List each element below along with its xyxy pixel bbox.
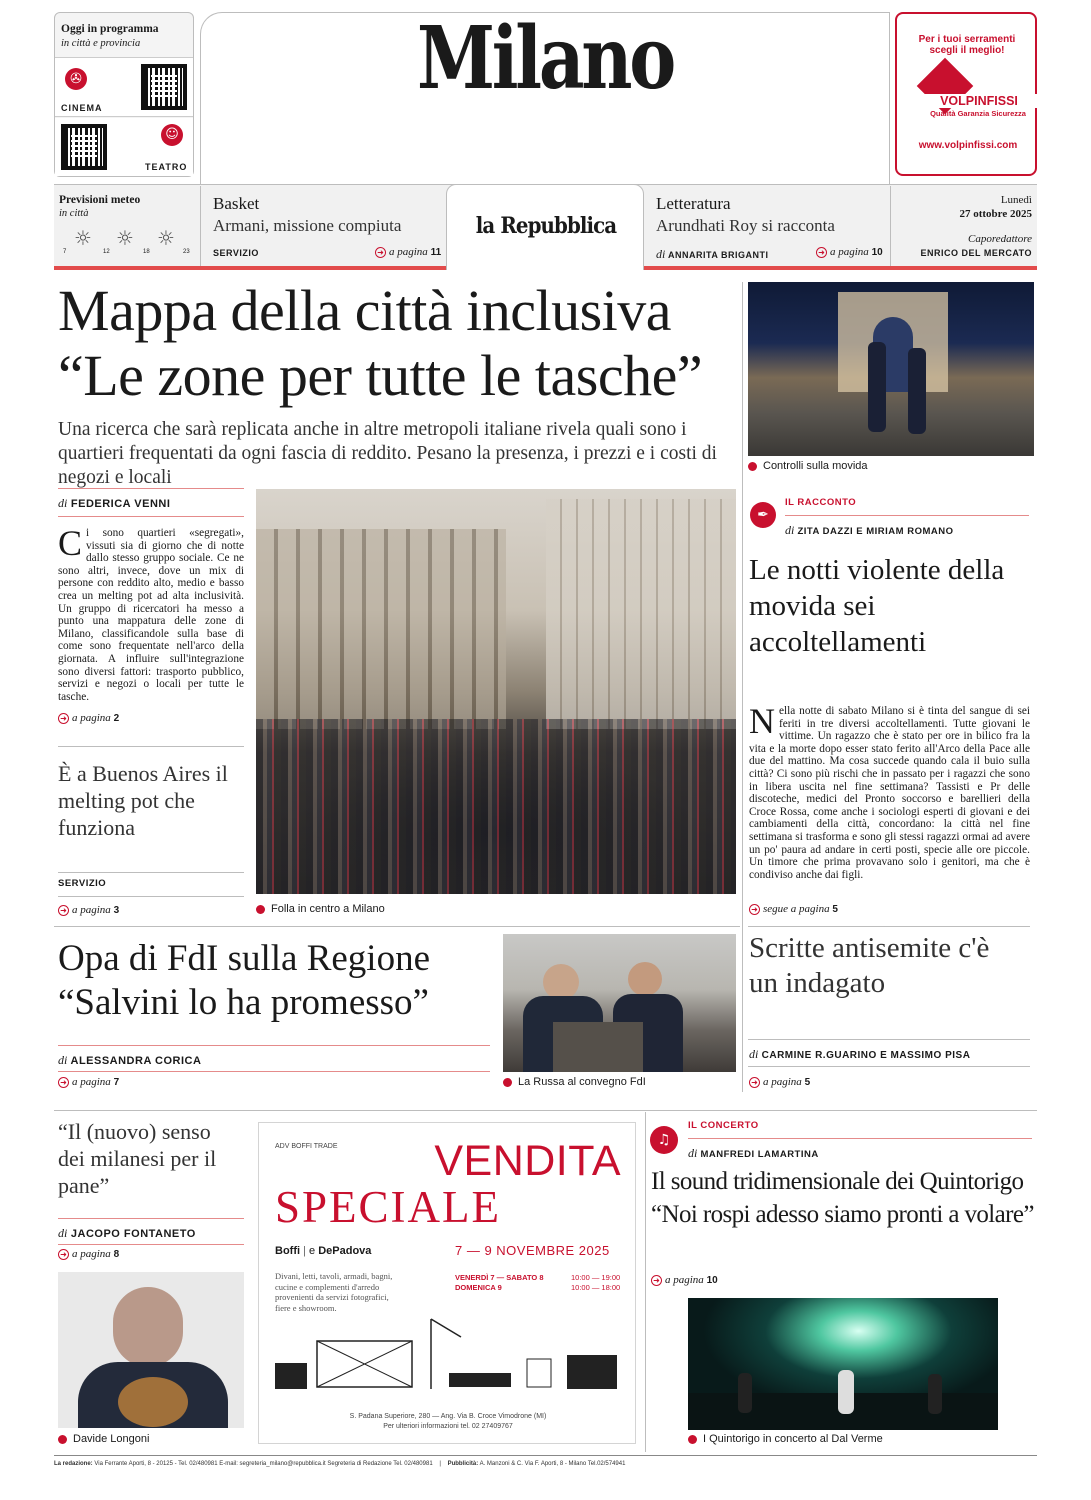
- brand-logo: la Repubblica: [475, 213, 617, 239]
- movida-pageref[interactable]: ➜ segue a pagina 5: [749, 903, 838, 915]
- weekday: Lunedì: [1000, 194, 1032, 206]
- arrow-right-icon: ➜: [651, 1275, 662, 1286]
- lead-photo-caption: Folla in centro a Milano: [256, 903, 385, 915]
- ad-info: Per ulteriori informazioni tel. 02 27409767: [383, 1423, 513, 1430]
- dropcap: C: [58, 523, 83, 563]
- ad-days-2: DOMENICA 9: [455, 1283, 502, 1292]
- buenos-aires-headline[interactable]: È a Buenos Aires il melting pot che funziona: [58, 761, 228, 840]
- lead-headline[interactable]: Mappa della città inclusiva: [58, 278, 672, 343]
- basket-headline: Armani, missione compiuta: [213, 216, 402, 235]
- ad-brand: VOLPINFISSI: [921, 94, 1037, 108]
- movida-photo: [748, 282, 1034, 456]
- cinema-qr-code[interactable]: [141, 64, 187, 110]
- ad-title-speciale: SPECIALE: [275, 1182, 502, 1232]
- footer-redazione: La redazione: Via Ferrante Aporti, 8 - 20125 - Tel. 02/480981 E-mail: segreteria_milano@repubblica.it Segreteria di Redazione Tel. 02/480981 | Pubblicità: A. Manzoni & C. Via F. Aporti, 8 - Milano Tel.02/574941: [54, 1461, 626, 1467]
- regione-byline: di ALESSANDRA CORICA: [58, 1053, 202, 1067]
- regione-headline[interactable]: Opa di FdI sulla Regione: [58, 938, 431, 979]
- arrow-right-icon: ➜: [816, 247, 827, 258]
- ad-description: Divani, letti, tavoli, armadi, bagni, cucine e complementi d'arredo provenienti da servizi fotografici, fiere e showroom.: [275, 1271, 393, 1313]
- ad-address: S. Padana Superiore, 280 — Ang. Via B. Croce Vimodrone (MI): [349, 1413, 547, 1420]
- dropcap: N: [749, 701, 775, 741]
- sun-icon: ☼: [157, 226, 175, 250]
- ad-days-1: VENERDÌ 7 — SABATO 8: [455, 1273, 544, 1282]
- regione-photo: [503, 934, 736, 1072]
- regione-photo-caption: La Russa al convegno FdI: [503, 1076, 646, 1088]
- concerto-headline[interactable]: Il sound tridimensionale dei Quintorigo: [651, 1168, 1024, 1195]
- arrow-right-icon: ➜: [749, 904, 760, 915]
- arrow-right-icon: ➜: [58, 1077, 69, 1088]
- movida-kicker: IL RACCONTO: [785, 497, 857, 508]
- boffi-logo: Boffi: [275, 1245, 301, 1257]
- editor-name: ENRICO DEL MERCATO: [920, 248, 1032, 258]
- concerto-byline: di MANFREDI LAMARTINA: [688, 1146, 819, 1160]
- pane-pageref[interactable]: ➜ a pagina 8: [58, 1248, 119, 1260]
- letteratura-headline: Arundhati Roy si racconta: [656, 216, 835, 235]
- teatro-label: TEATRO: [145, 162, 188, 172]
- antisemite-headline[interactable]: Scritte antisemite c'è un indagato: [749, 932, 990, 999]
- arrow-right-icon: ➜: [749, 1077, 760, 1088]
- sun-icon: ☼: [74, 226, 92, 250]
- film-reel-icon: ✇: [65, 68, 87, 90]
- ad-title-vendita: VENDITA: [434, 1137, 621, 1185]
- letteratura-pageref[interactable]: ➜ a pagina 10: [816, 246, 883, 258]
- masthead-title: Milano: [417, 8, 673, 109]
- arrow-right-icon: ➜: [375, 247, 386, 258]
- pane-photo: [58, 1272, 244, 1428]
- issue-date: 27 ottobre 2025: [959, 208, 1032, 220]
- editor-role: Caporedattore: [968, 233, 1032, 245]
- meteo-hour: 23: [183, 249, 190, 255]
- concert-icon: ♫: [650, 1126, 678, 1154]
- theater-mask-icon: ☺: [161, 124, 183, 146]
- lead-body: Ci sono quartieri «segregati», vissuti sia di giorno che di notte dallo stesso gruppo sociale. Ce ne sono altri, invece, dove un mix di persone con reddito alto, medio e basso crea un melting pot ad alta inclusività. Un gruppo di ricercatori ha messo a punto una mappatura delle zone di Milano, classificandole sulla base di come sono frequentate nell'arco della giornata. A influire sull'integrazione sono diversi fattori: trasporto pubblico, servizi e negozi o locali per tutte le tasche.: [58, 523, 244, 703]
- movida-headline[interactable]: Le notti violente della movida sei accoltellamenti: [749, 554, 1005, 658]
- teatro-panel[interactable]: [55, 118, 193, 176]
- pane-photo-caption: Davide Longoni: [58, 1433, 149, 1445]
- ad-url[interactable]: www.volpinfissi.com: [918, 140, 1018, 151]
- repubblica-tab: [446, 184, 644, 270]
- cinema-panel[interactable]: [55, 57, 193, 117]
- letteratura-kicker: Letteratura: [656, 194, 731, 213]
- concerto-pageref[interactable]: ➜ a pagina 10: [651, 1274, 718, 1286]
- program-box: [54, 12, 194, 177]
- pen-icon: ✒: [750, 502, 776, 528]
- arrow-right-icon: ➜: [58, 905, 69, 916]
- movida-body: Nella notte di sabato Milano si è tinta del sangue di sei feriti in tre diversi accoltellamenti. Tutte giovani le vittime. Un ragazzo che è stato per ore in bilico fra la vita e la morte dopo esser stato ferito all'Arco della Pace alle due del mattino. Ma cosa succede quando cala il buio sulla città? Ci sono più rischi che in passato per i ragazzi che sono in libera uscita nel fine settimana? Tassisti e Pr delle discoteche, medici del Pronto soccorso e barellieri della Croce Rossa, come anche i sociologi esperti di giovani e dei cambiamenti della città, concordano: la città nel fine settimana si trasforma e sono gli stessi ragazzi ormai ad avere un po' paura ad andare in certi posti, specie alle ore piccole. Un timore che prima provavano solo i genitori, ma che è condiviso anche dai figli.: [749, 701, 1030, 881]
- basket-pageref[interactable]: ➜ a pagina 11: [375, 246, 441, 258]
- letteratura-teaser[interactable]: [644, 186, 890, 266]
- arrow-right-icon: ➜: [58, 713, 69, 724]
- ad-brands: Boffi | e DePadova: [275, 1245, 372, 1257]
- ad-hours-2: 10:00 — 18:00: [571, 1283, 621, 1292]
- teatro-qr-code[interactable]: [61, 124, 107, 170]
- antisemite-pageref[interactable]: ➜ a pagina 5: [749, 1076, 810, 1088]
- letteratura-byline: di ANNARITA BRIGANTI: [656, 247, 769, 261]
- meteo-hour: 12: [103, 249, 110, 255]
- regione-headline-quote[interactable]: “Salvini lo ha promesso”: [58, 982, 429, 1023]
- lead-pageref[interactable]: ➜ a pagina 2: [58, 712, 119, 724]
- concerto-kicker: IL CONCERTO: [688, 1120, 759, 1131]
- basket-label: SERVIZIO: [213, 248, 259, 258]
- meteo-hour: 7: [63, 249, 67, 255]
- cinema-label: CINEMA: [61, 103, 103, 113]
- program-title: Oggi in programma: [61, 23, 159, 35]
- boffi-ad[interactable]: [258, 1122, 636, 1444]
- ad-tagline: Per i tuoi serramenti scegli il meglio!: [918, 34, 1016, 56]
- buenos-aires-label: SERVIZIO: [58, 878, 107, 889]
- pane-byline: di JACOPO FONTANETO: [58, 1226, 196, 1240]
- ad-dates: 7 — 9 NOVEMBRE 2025: [455, 1243, 610, 1258]
- antisemite-byline: di CARMINE R.GUARINO E MASSIMO PISA: [749, 1047, 971, 1061]
- arrow-right-icon: ➜: [58, 1249, 69, 1260]
- lead-byline: di FEDERICA VENNI: [58, 496, 171, 510]
- concerto-photo: [688, 1298, 998, 1430]
- pane-headline[interactable]: “Il (nuovo) senso dei milanesi per il pane”: [58, 1119, 217, 1198]
- meteo-hour: 18: [143, 249, 150, 255]
- movida-byline: di ZITA DAZZI E MIRIAM ROMANO: [785, 523, 954, 537]
- regione-pageref[interactable]: ➜ a pagina 7: [58, 1076, 119, 1088]
- lead-photo: [256, 489, 736, 894]
- concerto-photo-caption: I Quintorigo in concerto al Dal Verme: [688, 1433, 883, 1445]
- furniture-illustration: [271, 1313, 627, 1403]
- sun-icon: ☼: [116, 226, 134, 250]
- basket-teaser[interactable]: [200, 186, 446, 266]
- buenos-aires-pageref[interactable]: ➜ a pagina 3: [58, 904, 119, 916]
- ad-slogan: Qualità Garanzia Sicurezza: [930, 109, 1026, 118]
- lead-standfirst: Una ricerca che sarà replicata anche in altre metropoli italiane rivela quali sono i quartieri frequentati da ogni fascia di reddito. Pesano la presenza, i prezzi e i costi di negozi e locali: [58, 419, 717, 488]
- ad-hours-1: 10:00 — 19:00: [571, 1273, 621, 1282]
- meteo-subtitle: in città: [59, 208, 89, 219]
- movida-photo-caption: Controlli sulla movida: [748, 460, 868, 472]
- meteo-title: Previsioni meteo: [59, 194, 141, 206]
- lead-headline-quote[interactable]: “Le zone per tutte le tasche”: [58, 343, 703, 408]
- depadova-logo: DePadova: [318, 1245, 372, 1257]
- adv-label: ADV BOFFI TRADE: [275, 1143, 338, 1150]
- program-subtitle: in città e provincia: [61, 38, 141, 49]
- volpinfissi-ad[interactable]: [895, 12, 1037, 176]
- date-box: [892, 186, 1034, 266]
- concerto-headline-quote[interactable]: “Noi rospi adesso siamo pronti a volare”: [651, 1201, 1034, 1228]
- basket-kicker: Basket: [213, 194, 260, 213]
- meteo-box: [54, 186, 198, 266]
